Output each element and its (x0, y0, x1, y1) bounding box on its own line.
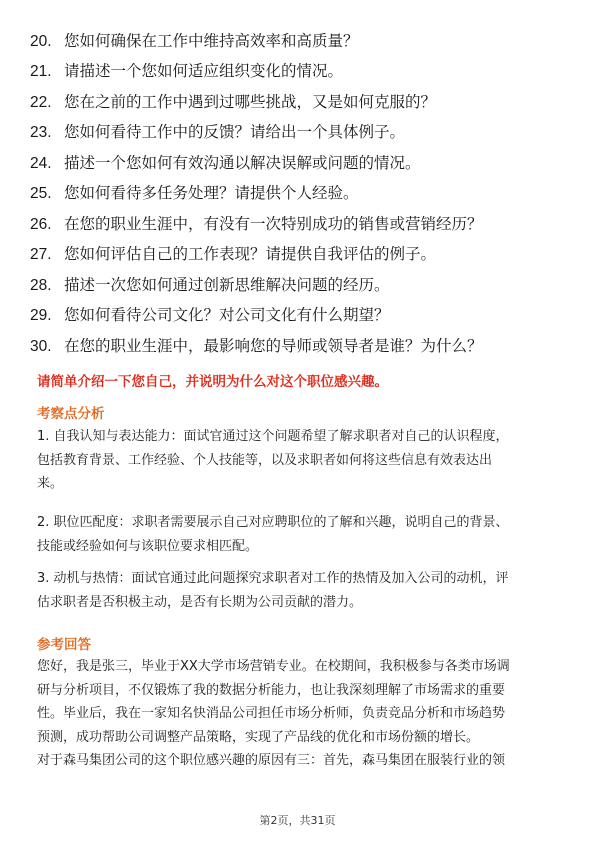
question-text: 您如何评估自己的工作表现？请提供自我评估的例子。 (64, 245, 437, 263)
question-text: 您如何看待多任务处理？请提供个人经验。 (64, 184, 359, 202)
intro-question-heading: 请简单介绍一下您自己，并说明为什么对这个职位感兴趣。 (37, 374, 388, 390)
paragraph-line: 技能或经验如何与该职位要求相匹配。 (37, 538, 259, 554)
question-number: 30. (30, 337, 52, 355)
paragraph-line: 性。毕业后，我在一家知名快消品公司担任市场分析师，负责竞品分析和市场趋势 (37, 706, 506, 721)
question-text: 在您的职业生涯中，有没有一次特别成功的销售或营销经历？ (64, 214, 483, 233)
question-number: 23. (30, 124, 52, 141)
answer-section-title: 参考回答 (37, 637, 91, 653)
question-text: 您如何看待工作中的反馈？请给出一个具体例子。 (64, 123, 406, 141)
question-item (30, 240, 570, 271)
question-list (30, 26, 570, 362)
question-number: 29. (30, 307, 52, 324)
question-number: 22. (30, 93, 52, 111)
question-number: 20. (30, 32, 52, 50)
page-footer: 第2页，共31页 (259, 814, 336, 827)
analysis-point-3 (37, 567, 560, 614)
question-item (30, 209, 570, 240)
question-text: 您如何看待公司文化？对公司文化有什么期望？ (64, 306, 390, 324)
question-item (30, 148, 570, 179)
paragraph-line: 3. 动机与热情：面试官通过此问题探究求职者对工作的热情及加入公司的动机，评 (37, 571, 509, 586)
analysis-section-title: 考察点分析 (37, 406, 105, 422)
question-text: 描述一个您如何有效沟通以解决误解或问题的情况。 (64, 153, 421, 172)
question-number: 25. (30, 185, 52, 202)
question-number: 21. (30, 63, 52, 80)
question-text: 您如何确保在工作中维持高效率和高质量？ (64, 31, 359, 50)
question-number: 26. (30, 215, 52, 233)
question-item (30, 87, 570, 118)
question-item (30, 270, 570, 301)
question-item (30, 57, 570, 88)
question-text: 请描述一个您如何适应组织变化的情况。 (64, 62, 344, 80)
analysis-point-2 (37, 511, 560, 558)
question-number: 27. (30, 246, 52, 263)
paragraph-line: 2. 职位匹配度：求职者需要展示自己对应聘职位的了解和兴趣，说明自己的背景、 (37, 515, 509, 530)
paragraph-line: 来。 (37, 476, 64, 491)
paragraph-line: 包括教育背景、工作经验、个人技能等，以及求职者如何将这些信息有效表达出 (37, 452, 493, 468)
analysis-point-1 (37, 425, 560, 496)
paragraph-line: 估求职者是否积极主动，是否有长期为公司贡献的潜力。 (37, 594, 363, 610)
question-text: 您在之前的工作中遇到过哪些挑战，又是如何克服的？ (64, 92, 437, 111)
paragraph-line: 预测，成功帮助公司调整产品策略，实现了产品线的优化和市场份额的增长。 (37, 729, 480, 745)
question-item (30, 26, 570, 57)
reference-answer (37, 655, 560, 773)
question-number: 24. (30, 154, 52, 172)
paragraph-line: 1. 自我认知与表达能力：面试官通过这个问题希望了解求职者对自己的认识程度， (37, 429, 509, 444)
question-item (30, 331, 570, 362)
question-item (30, 301, 570, 332)
question-number: 28. (30, 276, 52, 294)
paragraph-line: 您好，我是张三，毕业于XX大学市场营销专业。在校期间，我积极参与各类市场调 (37, 659, 510, 674)
question-text: 描述一次您如何通过创新思维解决问题的经历。 (64, 275, 390, 294)
question-item (30, 179, 570, 210)
paragraph-line: 对于森马集团公司的这个职位感兴趣的原因有三：首先，森马集团在服装行业的领 (37, 753, 506, 768)
question-item (30, 118, 570, 149)
paragraph-line: 研与分析项目，不仅锻炼了我的数据分析能力，也让我深刻理解了市场需求的重要 (37, 682, 506, 698)
question-text: 在您的职业生涯中，最影响您的导师或领导者是谁？为什么？ (64, 336, 483, 355)
